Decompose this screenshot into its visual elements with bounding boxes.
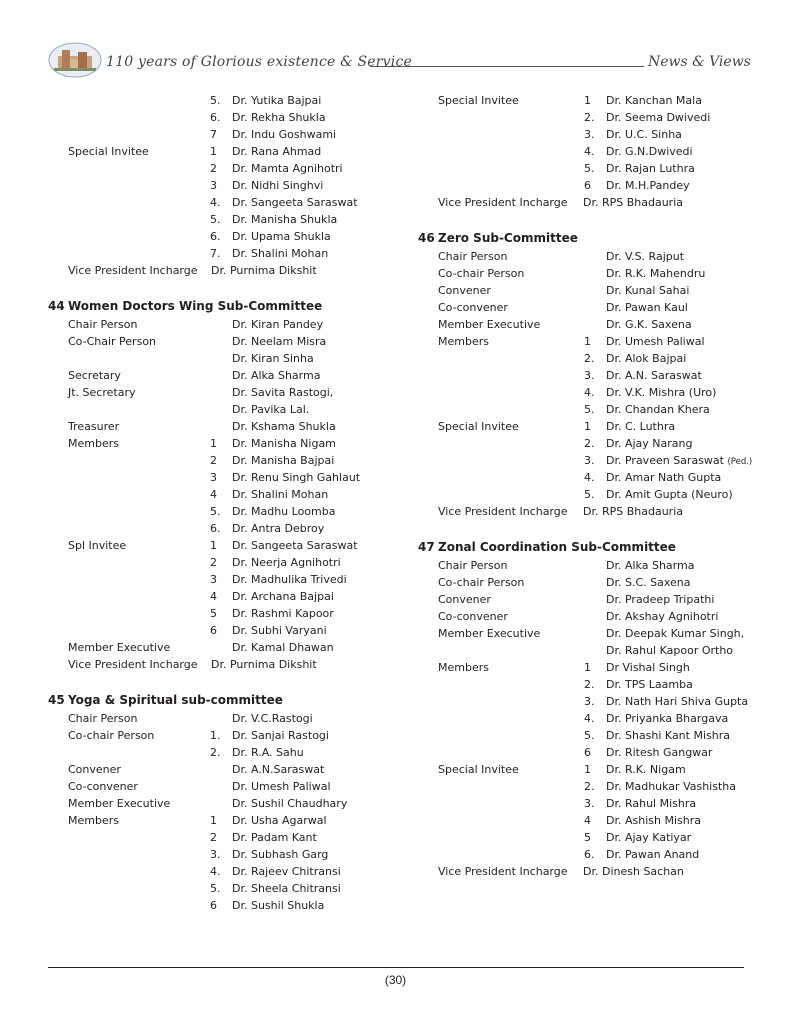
member-name: Dr. R.K. Mahendru [606, 267, 706, 280]
member-row [418, 367, 758, 384]
member-name: Dr. Praveen Saraswat [606, 454, 724, 467]
member-row [48, 744, 400, 761]
role-label: Member Executive [68, 797, 171, 810]
member-row [418, 625, 758, 642]
footer-rule [48, 967, 744, 968]
member-number: 3. [210, 848, 221, 861]
member-name: Dr. Subhi Varyani [232, 624, 327, 637]
member-name: Dr. Sanjai Rastogi [232, 729, 329, 742]
role-label: Special Invitee [68, 145, 149, 158]
role-label: Vice President Incharge [438, 505, 568, 518]
member-name: Dr. A.N. Saraswat [606, 369, 702, 382]
member-number: 6 [584, 179, 591, 192]
member-row [418, 282, 758, 299]
member-number: 4 [584, 814, 591, 827]
member-row [48, 486, 400, 503]
member-number: 4. [210, 865, 221, 878]
member-row [418, 452, 758, 469]
role-label: Chair Person [68, 712, 138, 725]
member-row [418, 557, 758, 574]
section-heading [418, 537, 758, 557]
role-label: Members [68, 814, 119, 827]
member-number: 2 [210, 831, 217, 844]
member-number: 5. [210, 882, 221, 895]
member-name: Dr. Subhash Garg [232, 848, 329, 861]
member-row [48, 554, 400, 571]
right-column [418, 92, 758, 880]
member-name: Dr. Rekha Shukla [232, 111, 326, 124]
member-name: Dr. V.S. Rajput [606, 250, 685, 263]
role-label: Jt. Secretary [68, 386, 136, 399]
role-label: Co-chair Person [438, 576, 525, 589]
member-row [48, 333, 400, 350]
role-label: Co-convener [68, 780, 138, 793]
member-name: Dr. RPS Bhadauria [583, 196, 684, 209]
member-name: Dr. Kamal Dhawan [232, 641, 334, 654]
member-number: 7 [210, 128, 217, 141]
member-number: 6. [210, 230, 221, 243]
role-label: Vice President Incharge [438, 196, 568, 209]
member-row [48, 177, 400, 194]
member-name: Dr. Shalini Mohan [232, 247, 329, 260]
member-row [418, 642, 758, 659]
member-number: 2. [584, 780, 595, 793]
role-label: Vice President Incharge [68, 658, 198, 671]
role-label: Convener [438, 284, 491, 297]
member-number: 6. [210, 111, 221, 124]
member-row [48, 245, 400, 262]
member-number: 4. [210, 196, 221, 209]
role-label: Chair Person [438, 250, 508, 263]
member-name: Dr. TPS Laamba [606, 678, 693, 691]
member-row [48, 520, 400, 537]
member-name: Dr. Nath Hari Shiva Gupta [606, 695, 749, 708]
member-name: Dr. Umesh Paliwal [232, 780, 331, 793]
member-number: 4. [584, 712, 595, 725]
member-row [418, 778, 758, 795]
member-row [418, 744, 758, 761]
member-row [48, 761, 400, 778]
member-name: Dr. Shalini Mohan [232, 488, 329, 501]
section-heading [418, 228, 758, 248]
section-number: 47 [418, 540, 435, 554]
section-spacer [48, 279, 400, 296]
member-row [418, 333, 758, 350]
member-name: Dr. Renu Singh Gahlaut [232, 471, 361, 484]
member-number: 4. [584, 386, 595, 399]
member-row [418, 401, 758, 418]
member-row [418, 194, 758, 211]
member-row [48, 194, 400, 211]
member-name: Dr. Sushil Shukla [232, 899, 325, 912]
member-name: Dr. Seema Dwivedi [606, 111, 711, 124]
role-label: Co-convener [438, 610, 508, 623]
member-name: Dr. G.N.Dwivedi [606, 145, 693, 158]
member-row [418, 812, 758, 829]
member-row [418, 384, 758, 401]
role-label: Vice President Incharge [68, 264, 198, 277]
role-label: Members [438, 335, 489, 348]
section-heading [48, 690, 400, 710]
member-number: 1 [584, 94, 591, 107]
member-row [418, 248, 758, 265]
member-number: 3 [210, 471, 217, 484]
member-number: 5. [210, 213, 221, 226]
member-name: Dr. Ajay Narang [606, 437, 693, 450]
role-label: Convener [438, 593, 491, 606]
member-row [418, 160, 758, 177]
member-name: Dr. Sangeeta Saraswat [232, 196, 358, 209]
member-name: Dr. RPS Bhadauria [583, 505, 684, 518]
member-name: Dr. Upama Shukla [232, 230, 331, 243]
member-number: 3 [210, 573, 217, 586]
role-label: Co-Chair Person [68, 335, 157, 348]
member-row [48, 418, 400, 435]
member-number: 5. [584, 403, 595, 416]
member-row [48, 126, 400, 143]
member-row [48, 262, 400, 279]
member-name: Dr. Indu Goshwami [232, 128, 337, 141]
member-name: Dr. Savita Rastogi, [232, 386, 334, 399]
member-row [48, 863, 400, 880]
member-row [418, 486, 758, 503]
member-number: 1 [210, 145, 217, 158]
role-label: Co-chair Person [438, 267, 525, 280]
member-row [48, 109, 400, 126]
member-row [48, 469, 400, 486]
member-number: 4 [210, 590, 217, 603]
section-spacer [48, 673, 400, 690]
member-name: Dr. Manisha Shukla [232, 213, 338, 226]
member-row [418, 710, 758, 727]
institution-logo-icon [48, 42, 102, 78]
section-number: 46 [418, 231, 435, 245]
member-name: Dr. Kshama Shukla [232, 420, 336, 433]
member-number: 5 [584, 831, 591, 844]
member-row [48, 160, 400, 177]
member-number: 1 [584, 420, 591, 433]
member-number: 4 [210, 488, 217, 501]
member-number: 1 [584, 661, 591, 674]
role-label: Convener [68, 763, 121, 776]
role-label: Member Executive [68, 641, 171, 654]
member-name: Dr. Pavika Lal. [232, 403, 310, 416]
member-row [48, 639, 400, 656]
header-rule [370, 66, 644, 67]
member-name: Dr. Madhulika Trivedi [232, 573, 347, 586]
member-number: 3 [210, 179, 217, 192]
member-name: Dr. G.K. Saxena [606, 318, 692, 331]
member-number: 1 [584, 763, 591, 776]
member-name: Dr. Sushil Chaudhary [232, 797, 348, 810]
member-name: Dr. Usha Agarwal [232, 814, 327, 827]
member-number: 3. [584, 454, 595, 467]
section-title: Zonal Coordination Sub-Committee [438, 540, 676, 554]
role-label: Member Executive [438, 318, 541, 331]
member-row [48, 401, 400, 418]
member-name: Dr. C. Luthra [606, 420, 676, 433]
member-row [418, 469, 758, 486]
member-row [418, 846, 758, 863]
member-number: 3. [584, 128, 595, 141]
member-number: 1. [210, 729, 221, 742]
member-name: Dr. Rajan Luthra [606, 162, 695, 175]
left-column [48, 92, 400, 914]
member-row [48, 846, 400, 863]
member-number: 2 [210, 556, 217, 569]
member-row [48, 880, 400, 897]
page-header [0, 0, 791, 90]
header-title: 110 years of Glorious existence & Service [106, 54, 412, 70]
member-name: Dr. Rana Ahmad [232, 145, 322, 158]
member-number: 2. [584, 111, 595, 124]
member-name: Dr. Antra Debroy [232, 522, 325, 535]
member-row [48, 710, 400, 727]
member-name: Dr. Purnima Dikshit [211, 658, 317, 671]
member-row [48, 452, 400, 469]
member-row [418, 418, 758, 435]
member-name: Dr. Manisha Bajpai [232, 454, 335, 467]
member-number: 3. [584, 369, 595, 382]
member-name: Dr. U.C. Sinha [606, 128, 682, 141]
member-row [418, 761, 758, 778]
member-row [418, 265, 758, 282]
role-label: Spl Invitee [68, 539, 127, 552]
member-name: Dr. Akshay Agnihotri [606, 610, 719, 623]
member-number: 5. [210, 94, 221, 107]
member-name: Dr. A.N.Saraswat [232, 763, 325, 776]
member-name: Dr. Archana Bajpai [232, 590, 334, 603]
member-number: 3. [584, 797, 595, 810]
member-row [48, 316, 400, 333]
member-name: Dr. Nidhi Singhvi [232, 179, 324, 192]
member-row [418, 503, 758, 520]
section-spacer [418, 520, 758, 537]
section-heading [48, 296, 400, 316]
member-name: Dr. Ajay Katiyar [606, 831, 692, 844]
role-label: Secretary [68, 369, 121, 382]
header-section-label: News & Views [648, 54, 751, 70]
member-number: 5. [584, 162, 595, 175]
section-number: 45 [48, 693, 65, 707]
member-row [48, 435, 400, 452]
section-title: Zero Sub-Committee [438, 231, 578, 245]
member-name: Dr. Rahul Mishra [606, 797, 697, 810]
member-row [48, 571, 400, 588]
member-name: Dr. V.K. Mishra (Uro) [606, 386, 717, 399]
member-row [418, 829, 758, 846]
member-row [418, 727, 758, 744]
member-row [418, 659, 758, 676]
role-label: Co-chair Person [68, 729, 155, 742]
member-number: 6. [210, 522, 221, 535]
member-row [418, 863, 758, 880]
member-row [418, 143, 758, 160]
member-number: 5 [210, 607, 217, 620]
member-number: 4. [584, 145, 595, 158]
member-row [418, 92, 758, 109]
member-row [418, 608, 758, 625]
member-name: Dr Vishal Singh [606, 661, 690, 674]
member-number: 2. [584, 437, 595, 450]
member-number: 1 [584, 335, 591, 348]
member-name: Dr. Neerja Agnihotri [232, 556, 341, 569]
member-name: Dr. Pradeep Tripathi [606, 593, 715, 606]
member-name: Dr. Alka Sharma [606, 559, 695, 572]
member-name: Dr. Sangeeta Saraswat [232, 539, 358, 552]
member-name: Dr. Alok Bajpai [606, 352, 687, 365]
member-name: Dr. Dinesh Sachan [583, 865, 684, 878]
member-number: 6 [210, 624, 217, 637]
member-name: Dr. Priyanka Bhargava [606, 712, 729, 725]
role-label: Co-convener [438, 301, 508, 314]
page-number: (30) [384, 973, 407, 987]
member-name: Dr. Shashi Kant Mishra [606, 729, 730, 742]
member-name: Dr. R.K. Nigam [606, 763, 686, 776]
member-number: 2. [210, 746, 221, 759]
role-label: Special Invitee [438, 94, 519, 107]
member-number: 6. [584, 848, 595, 861]
member-name: Dr. Sheela Chitransi [232, 882, 341, 895]
member-number: 4. [584, 471, 595, 484]
member-row [48, 537, 400, 554]
role-label: Chair Person [438, 559, 508, 572]
member-row [48, 143, 400, 160]
member-number: 2 [210, 162, 217, 175]
member-name: Dr. Rashmi Kapoor [232, 607, 334, 620]
member-specialty: (Ped.) [727, 457, 753, 467]
member-name: Dr. M.H.Pandey [606, 179, 690, 192]
member-row [48, 211, 400, 228]
member-name: Dr. Kanchan Mala [606, 94, 702, 107]
member-row [48, 228, 400, 245]
member-name: Dr. Rajeev Chitransi [232, 865, 341, 878]
member-row [48, 350, 400, 367]
member-row [418, 177, 758, 194]
role-label: Vice President Incharge [438, 865, 568, 878]
member-number: 2 [210, 454, 217, 467]
member-row [418, 795, 758, 812]
member-row [48, 812, 400, 829]
member-name: Dr. Neelam Misra [232, 335, 327, 348]
member-number: 5. [210, 505, 221, 518]
member-name: Dr. Yutika Bajpai [232, 94, 322, 107]
role-label: Members [438, 661, 489, 674]
member-name: Dr. Kunal Sahai [606, 284, 690, 297]
member-row [418, 109, 758, 126]
member-row [418, 591, 758, 608]
member-number: 1 [210, 437, 217, 450]
member-row [48, 727, 400, 744]
role-label: Members [68, 437, 119, 450]
section-spacer [418, 211, 758, 228]
member-name: Dr. Umesh Paliwal [606, 335, 705, 348]
role-label: Special Invitee [438, 763, 519, 776]
member-name: Dr. Deepak Kumar Singh, [606, 627, 745, 640]
member-name: Dr. Manisha Nigam [232, 437, 336, 450]
member-row [48, 503, 400, 520]
member-row [418, 126, 758, 143]
role-label: Special Invitee [438, 420, 519, 433]
member-row [48, 795, 400, 812]
member-row [48, 778, 400, 795]
member-number: 3. [584, 695, 595, 708]
section-number: 44 [48, 299, 65, 313]
section-title: Yoga & Spiritual sub-committee [68, 693, 283, 707]
member-row [48, 367, 400, 384]
member-row [418, 693, 758, 710]
member-row [418, 350, 758, 367]
member-name: Dr. Purnima Dikshit [211, 264, 317, 277]
member-number: 1 [210, 814, 217, 827]
member-name: Dr. Padam Kant [232, 831, 317, 844]
member-row [48, 829, 400, 846]
member-number: 2. [584, 352, 595, 365]
member-row [48, 622, 400, 639]
member-row [418, 299, 758, 316]
member-name: Dr. Amit Gupta (Neuro) [606, 488, 733, 501]
member-row [418, 435, 758, 452]
member-name: Dr. Amar Nath Gupta [606, 471, 722, 484]
member-name: Dr. Pawan Kaul [606, 301, 688, 314]
member-name: Dr. Mamta Agnihotri [232, 162, 343, 175]
member-row [48, 656, 400, 673]
member-row [48, 384, 400, 401]
member-number: 2. [584, 678, 595, 691]
member-number: 1 [210, 539, 217, 552]
member-name: Dr. Madhu Loomba [232, 505, 336, 518]
member-name: Dr. Madhukar Vashistha [606, 780, 736, 793]
member-number: 5. [584, 729, 595, 742]
member-name: Dr. Kiran Pandey [232, 318, 324, 331]
member-number: 7. [210, 247, 221, 260]
member-name: Dr. Rahul Kapoor Ortho [606, 644, 734, 657]
member-name: Dr. R.A. Sahu [232, 746, 304, 759]
member-row [48, 605, 400, 622]
member-name: Dr. Ritesh Gangwar [606, 746, 713, 759]
section-title: Women Doctors Wing Sub-Committee [68, 299, 323, 313]
member-number: 6 [210, 899, 217, 912]
member-number: 5. [584, 488, 595, 501]
member-name: Dr. Alka Sharma [232, 369, 321, 382]
member-name: Dr. Ashish Mishra [606, 814, 701, 827]
member-row [418, 574, 758, 591]
member-row [418, 676, 758, 693]
member-row [48, 588, 400, 605]
role-label: Member Executive [438, 627, 541, 640]
member-name: Dr. Chandan Khera [606, 403, 710, 416]
member-name: Dr. Pawan Anand [606, 848, 700, 861]
member-row [418, 316, 758, 333]
member-number: 6 [584, 746, 591, 759]
member-name: Dr. S.C. Saxena [606, 576, 691, 589]
member-row [48, 897, 400, 914]
role-label: Treasurer [68, 420, 120, 433]
member-row [48, 92, 400, 109]
member-name: Dr. V.C.Rastogi [232, 712, 313, 725]
member-name: Dr. Kiran Sinha [232, 352, 314, 365]
role-label: Chair Person [68, 318, 138, 331]
